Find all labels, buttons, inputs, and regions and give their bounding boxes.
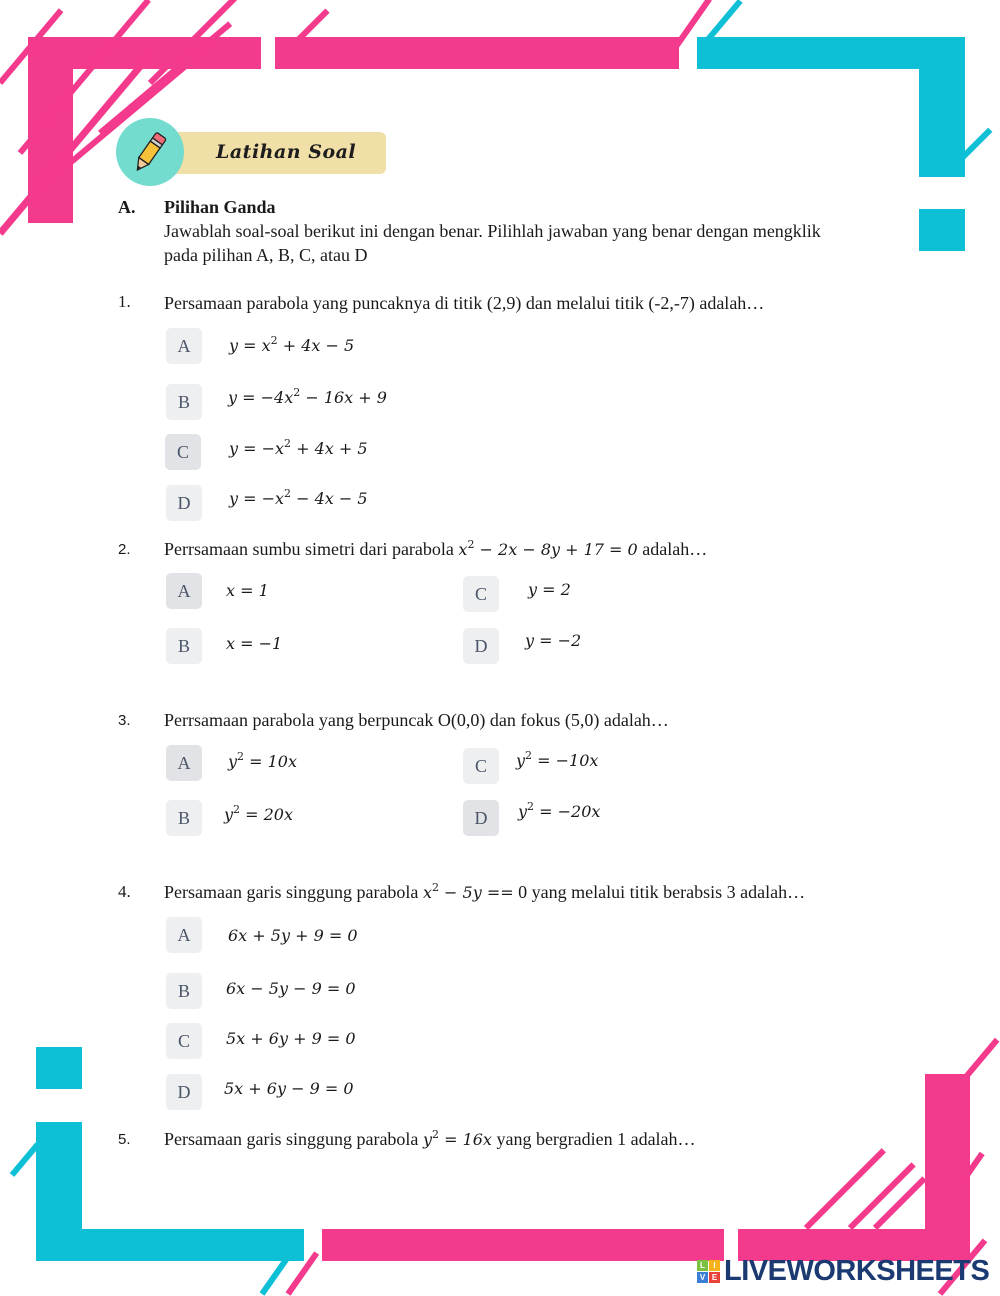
frame-top-right-square [919, 209, 965, 251]
option-letter: A [177, 580, 191, 601]
option-letter: A [177, 335, 191, 356]
section-header-badge [116, 118, 388, 188]
option-b-text: 6x − 5y − 9 = 0 [226, 979, 356, 998]
option-b-button[interactable] [166, 384, 202, 420]
option-b-button[interactable] [166, 973, 202, 1009]
option-d-button[interactable] [463, 800, 499, 836]
option-a-text: $y = x^2 + 4x - 5$ [229, 334, 355, 355]
option-letter: B [177, 807, 190, 828]
option-a-button[interactable] [166, 328, 202, 364]
option-letter: A [177, 924, 191, 945]
option-d-button[interactable] [166, 1074, 202, 1110]
question-number: 2. [118, 541, 131, 558]
option-c-button[interactable] [463, 576, 499, 612]
option-letter: D [474, 807, 488, 828]
option-letter: D [177, 492, 191, 513]
option-c-text: y = 2 [528, 580, 571, 599]
badge-title: Latihan Soal [216, 141, 357, 163]
section-letter: A. [118, 197, 136, 217]
badge-circle [116, 118, 184, 186]
option-a-button[interactable] [166, 917, 202, 953]
decor-stripe [804, 1148, 886, 1230]
instructions-line-1: Jawablah soal-soal berikut ini dengan benar. Pilihlah jawaban yang benar dengan mengklik [164, 221, 821, 241]
option-a-text: $y^2 = 10x$ [228, 750, 298, 771]
frame-bottom-left-square [36, 1047, 82, 1089]
section-title: Pilihan Ganda [164, 197, 276, 217]
question-text: Persamaan parabola yang puncaknya di titik (2,9) dan melalui titik (-2,-7) adalah… [164, 293, 765, 313]
frame-top-middle-bar [275, 37, 679, 69]
logo-text: LIVEWORKSHEETS [724, 1254, 990, 1287]
frame-bottom-left-horizontal [36, 1229, 304, 1261]
option-letter: C [176, 441, 189, 462]
option-b-text: x = −1 [226, 634, 283, 653]
decor-stripe [963, 1038, 1000, 1080]
option-d-text: $y = -x^2 - 4x - 5$ [229, 487, 368, 508]
option-c-button[interactable] [463, 748, 499, 784]
option-letter: C [474, 583, 487, 604]
option-c-text: $y = -x^2 + 4x + 5$ [229, 437, 368, 458]
question-text: Perrsamaan parabola yang berpuncak O(0,0) dan fokus (5,0) adalah… [164, 710, 669, 730]
option-c-button[interactable] [166, 1023, 202, 1059]
option-a-text: 6x + 5y + 9 = 0 [228, 926, 358, 945]
question-number: 3. [118, 712, 131, 729]
logo-tiles-icon: L I V E [697, 1260, 720, 1283]
option-d-text: y = −2 [525, 631, 582, 650]
question-number: 4. [118, 882, 131, 901]
frame-top-right-vertical [919, 37, 965, 177]
option-letter: B [177, 635, 190, 656]
option-a-button[interactable] [166, 573, 202, 609]
option-letter: A [177, 752, 191, 773]
option-letter: D [474, 635, 488, 656]
option-c-text: 5x + 6y + 9 = 0 [226, 1029, 356, 1048]
option-b-button[interactable] [166, 628, 202, 664]
option-d-button[interactable] [166, 485, 202, 521]
option-letter: D [177, 1081, 191, 1102]
option-b-text: $y = -4x^2 - 16x + 9$ [228, 386, 387, 407]
option-c-button[interactable] [165, 434, 201, 470]
decor-stripe [873, 1176, 927, 1230]
question-text: Persamaan garis singgung parabola $y^2 = 16x$ yang bergradien 1 adalah… [164, 1128, 696, 1149]
question-text: Perrsamaan sumbu simetri dari parabola $x^2 - 2x - 8y + 17 = 0$ adalah… [164, 538, 708, 559]
option-b-text: $y^2 = 20x$ [224, 803, 294, 824]
option-b-button[interactable] [166, 800, 202, 836]
option-letter: B [177, 980, 190, 1001]
question-number: 1. [118, 292, 131, 311]
question-text: Persamaan garis singgung parabola $x^2 - 5y == 0$ yang melalui titik berabsis 3 adalah… [164, 881, 806, 902]
instructions-line-2: pada pilihan A, B, C, atau D [164, 245, 368, 265]
pencil-icon [130, 128, 170, 176]
option-letter: C [177, 1030, 190, 1051]
frame-bottom-middle-bar [322, 1229, 724, 1261]
option-d-button[interactable] [463, 628, 499, 664]
option-d-text: 5x + 6y − 9 = 0 [224, 1079, 354, 1098]
option-a-text: x = 1 [226, 581, 269, 600]
option-d-text: $y^2 = -20x$ [518, 800, 601, 821]
option-letter: B [177, 391, 190, 412]
option-a-button[interactable] [166, 745, 202, 781]
option-letter: C [474, 755, 487, 776]
liveworksheets-logo[interactable] [697, 1255, 989, 1287]
frame-bottom-right-vertical [925, 1074, 970, 1261]
option-c-text: $y^2 = -10x$ [516, 749, 599, 770]
question-number: 5. [118, 1131, 131, 1148]
